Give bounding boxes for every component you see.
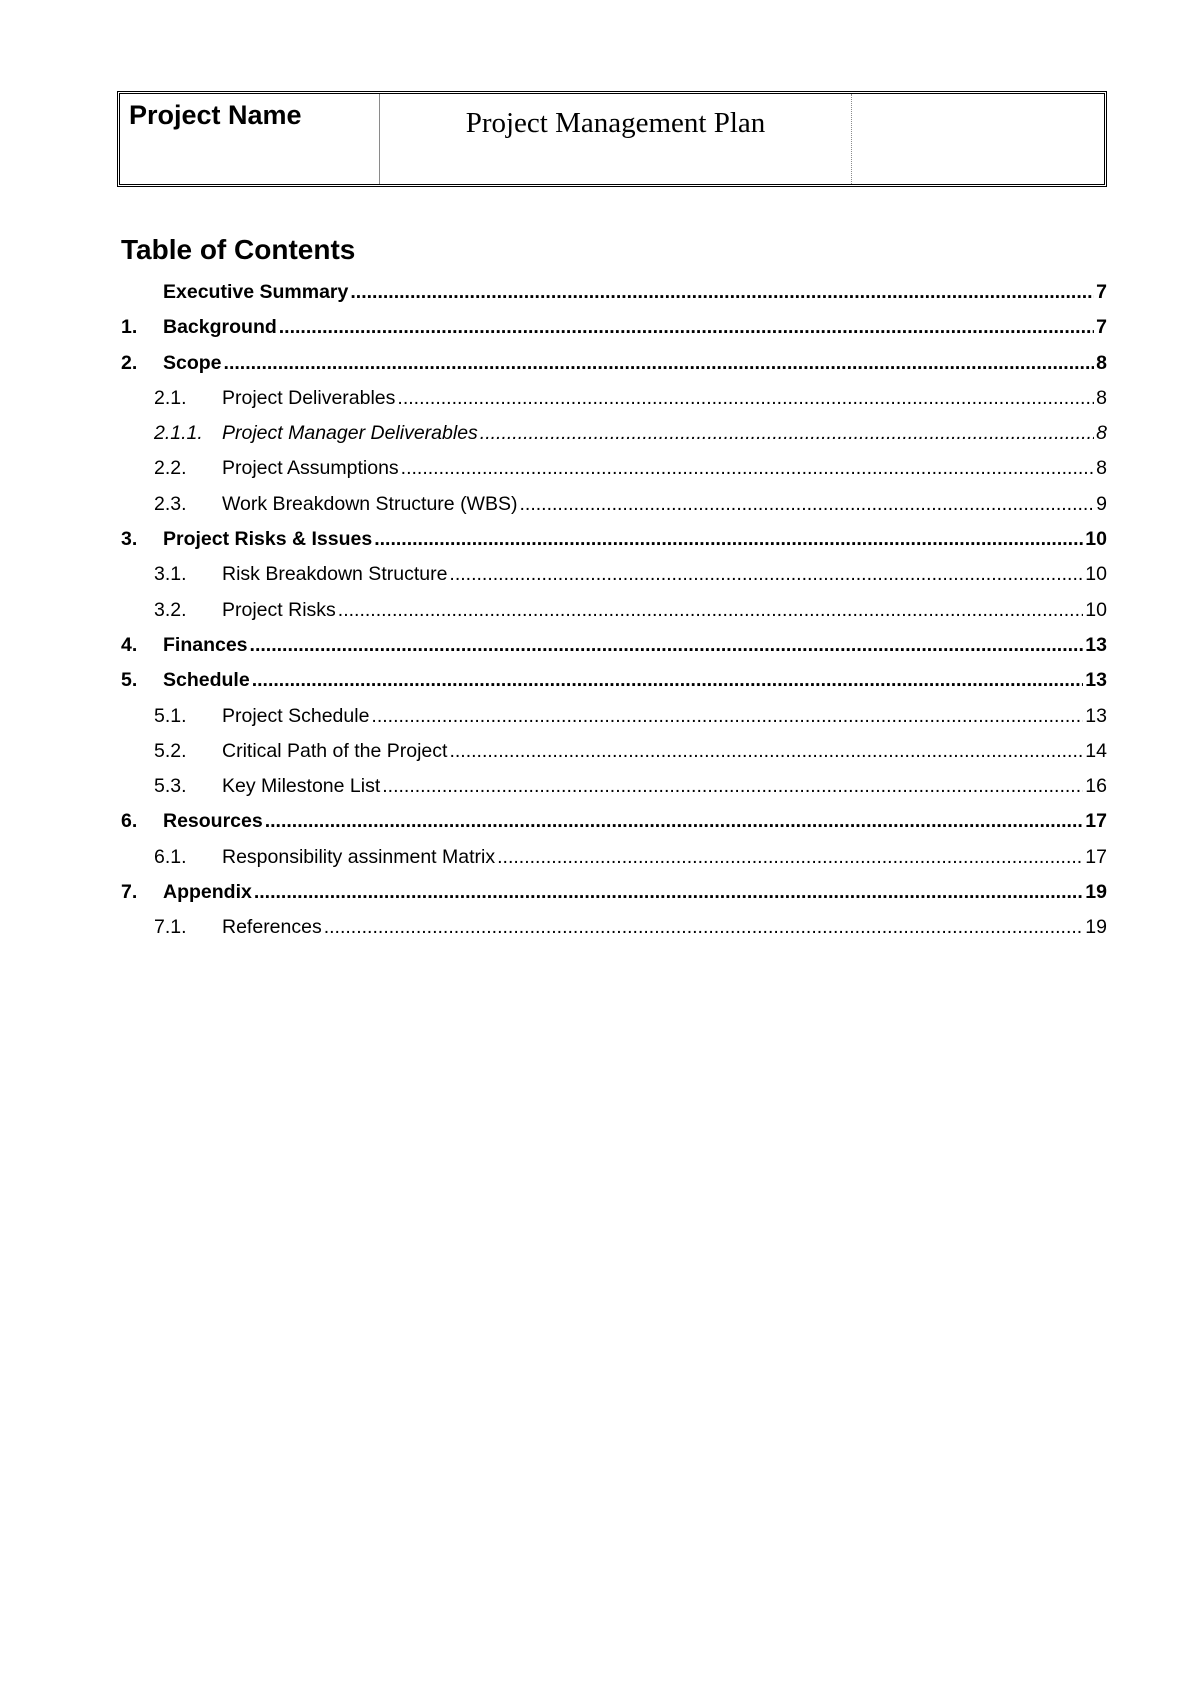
toc-entry-title: Background [163,316,277,339]
toc-entry-title: Key Milestone List [222,775,381,798]
toc-entry[interactable] [121,352,1107,387]
toc-entry-page: 7 [1096,316,1107,339]
toc-entry[interactable] [121,599,1107,634]
toc-dot-leader [382,775,1083,798]
toc-entry-title: Critical Path of the Project [222,739,448,762]
toc-entry[interactable] [121,846,1107,881]
toc-entry-number: 2.1. [154,386,187,409]
toc-dot-leader [324,916,1084,939]
header-cell-project-name [120,94,380,184]
toc-dot-leader [371,705,1083,728]
document-title: Project Management Plan [465,107,766,139]
project-name: Project Name [129,100,302,130]
toc-dot-leader [480,422,1094,445]
toc-entry-title: Responsibility assinment Matrix [222,845,496,868]
header-cell-empty [852,94,1104,184]
toc-entry-number: 5. [121,669,138,692]
toc-entry-number: 7. [121,881,138,904]
toc-entry-title: Project Schedule [222,704,370,727]
toc-entry[interactable] [121,457,1107,492]
toc-entry-number: 3.2. [154,598,187,621]
toc-entry-number: 2.3. [154,492,187,515]
toc-entry-page: 9 [1096,492,1107,515]
toc-entry-page: 8 [1096,351,1107,374]
toc-entry-title: Project Assumptions [222,457,399,480]
toc-entry[interactable] [121,881,1107,916]
toc-dot-leader [279,316,1094,339]
toc-entry-page: 7 [1096,281,1107,303]
toc-dot-leader [224,352,1095,375]
toc-entry-number: 2. [121,351,138,374]
toc-entry-page: 8 [1096,457,1107,480]
toc-entry[interactable] [121,634,1107,669]
toc-entry-title: Work Breakdown Structure (WBS) [222,492,518,515]
toc-entry-number: 5.3. [154,775,187,798]
toc-entry[interactable] [121,387,1107,422]
toc-entry[interactable] [121,528,1107,563]
toc-entry[interactable] [121,916,1107,951]
toc-entry-number: 6. [121,810,138,833]
toc-entry-page: 13 [1085,633,1107,656]
toc-entry-number: 2.1.1. [154,422,203,445]
toc-entry-number: 3.1. [154,563,187,586]
table-of-contents [121,281,1107,952]
toc-entry-page: 13 [1085,704,1107,727]
toc-dot-leader [449,563,1083,586]
toc-entry-page: 14 [1085,739,1107,762]
toc-entry-number: 5.1. [154,704,187,727]
toc-entry-page: 10 [1085,563,1107,586]
toc-entry-title: Schedule [163,669,250,692]
toc-entry-number: 3. [121,528,138,551]
toc-entry-number: 7.1. [154,916,187,939]
toc-entry-title: Appendix [163,881,252,904]
toc-entry-page: 19 [1085,916,1107,939]
toc-heading: Table of Contents [121,234,356,265]
toc-dot-leader [401,457,1094,480]
toc-entry-title: Scope [163,351,222,374]
toc-dot-leader [350,281,1094,304]
toc-entry[interactable] [121,281,1107,316]
toc-entry-title: Project Manager Deliverables [222,422,478,445]
toc-entry-page: 8 [1096,422,1107,445]
toc-entry-page: 10 [1085,528,1107,551]
toc-entry-page: 17 [1085,810,1107,833]
toc-entry-number: 2.2. [154,457,187,480]
toc-entry-page: 8 [1096,386,1107,409]
toc-dot-leader [250,634,1084,657]
toc-entry-page: 19 [1085,881,1107,904]
toc-entry[interactable] [121,775,1107,810]
toc-dot-leader [449,740,1083,763]
toc-entry[interactable] [121,422,1107,457]
toc-entry-title: Finances [163,633,248,656]
toc-entry-title: Executive Summary [163,281,349,303]
toc-dot-leader [338,599,1084,622]
toc-entry[interactable] [121,563,1107,598]
toc-entry-number: 4. [121,633,138,656]
toc-dot-leader [265,810,1084,833]
toc-entry-title: Resources [163,810,263,833]
toc-entry-page: 17 [1085,845,1107,868]
toc-dot-leader [497,846,1083,869]
toc-entry-number: 6.1. [154,845,187,868]
toc-entry-title: Project Deliverables [222,386,396,409]
header-table [117,91,1107,187]
toc-entry-title: Project Risks & Issues [163,528,373,551]
toc-entry-title: Risk Breakdown Structure [222,563,448,586]
toc-dot-leader [374,528,1083,551]
toc-entry[interactable] [121,316,1107,351]
header-cell-document-title [380,94,852,184]
toc-entry-number: 1. [121,316,138,339]
toc-entry-title: Project Risks [222,598,336,621]
toc-dot-leader [519,493,1094,516]
toc-entry[interactable] [121,740,1107,775]
toc-dot-leader [254,881,1083,904]
toc-entry-page: 16 [1085,775,1107,798]
toc-entry[interactable] [121,705,1107,740]
toc-entry-number: 5.2. [154,739,187,762]
toc-entry[interactable] [121,669,1107,704]
toc-entry[interactable] [121,810,1107,845]
toc-entry[interactable] [121,493,1107,528]
toc-entry-page: 10 [1085,598,1107,621]
toc-dot-leader [397,387,1094,410]
toc-entry-title: References [222,916,322,939]
toc-dot-leader [252,669,1084,692]
toc-entry-page: 13 [1085,669,1107,692]
